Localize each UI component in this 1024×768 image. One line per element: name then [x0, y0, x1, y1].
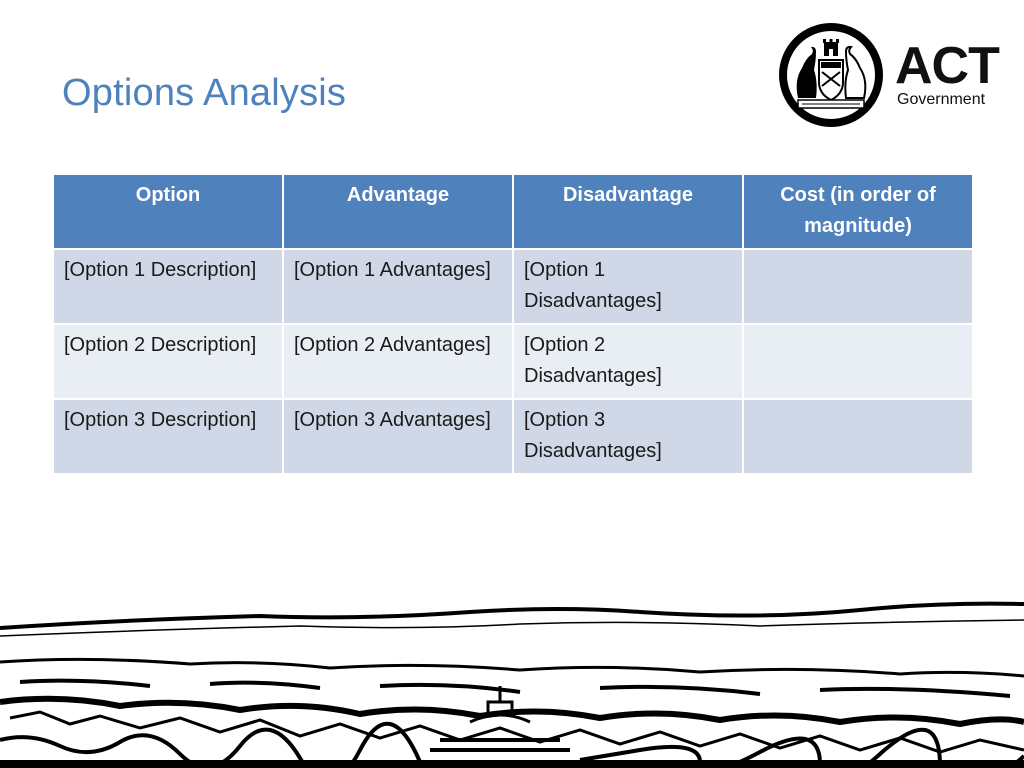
header-disadvantage: Disadvantage	[513, 174, 743, 249]
table-row	[53, 399, 973, 474]
cell-option-description[interactable]: [Option 3 Description]	[53, 399, 283, 474]
cell-option-cost[interactable]	[743, 324, 973, 399]
cell-option-description[interactable]: [Option 1 Description]	[53, 249, 283, 324]
coat-of-arms-icon	[776, 20, 886, 130]
cell-option-advantages[interactable]: [Option 3 Advantages]	[283, 399, 513, 474]
cell-option-disadvantages[interactable]: [Option 2 Disadvantages]	[513, 324, 743, 399]
header-option: Option	[53, 174, 283, 249]
cell-option-disadvantages[interactable]: [Option 1 Disadvantages]	[513, 249, 743, 324]
logo-subtext: Government	[897, 91, 986, 108]
cell-option-cost[interactable]	[743, 249, 973, 324]
slide-title: Options Analysis	[62, 72, 347, 114]
cell-option-description[interactable]: [Option 2 Description]	[53, 324, 283, 399]
act-government-logo	[776, 20, 999, 130]
cell-option-advantages[interactable]: [Option 1 Advantages]	[283, 249, 513, 324]
logo-wordmark: ACT	[895, 37, 999, 95]
header-advantage: Advantage	[283, 174, 513, 249]
cell-option-cost[interactable]	[743, 399, 973, 474]
options-table	[52, 173, 974, 475]
cell-option-advantages[interactable]: [Option 2 Advantages]	[283, 324, 513, 399]
table-row	[53, 249, 973, 324]
canberra-skyline-sketch	[0, 590, 1024, 768]
table-header-row	[53, 174, 973, 249]
table-row	[53, 324, 973, 399]
cell-option-disadvantages[interactable]: [Option 3 Disadvantages]	[513, 399, 743, 474]
header-cost: Cost (in order of magnitude)	[743, 174, 973, 249]
